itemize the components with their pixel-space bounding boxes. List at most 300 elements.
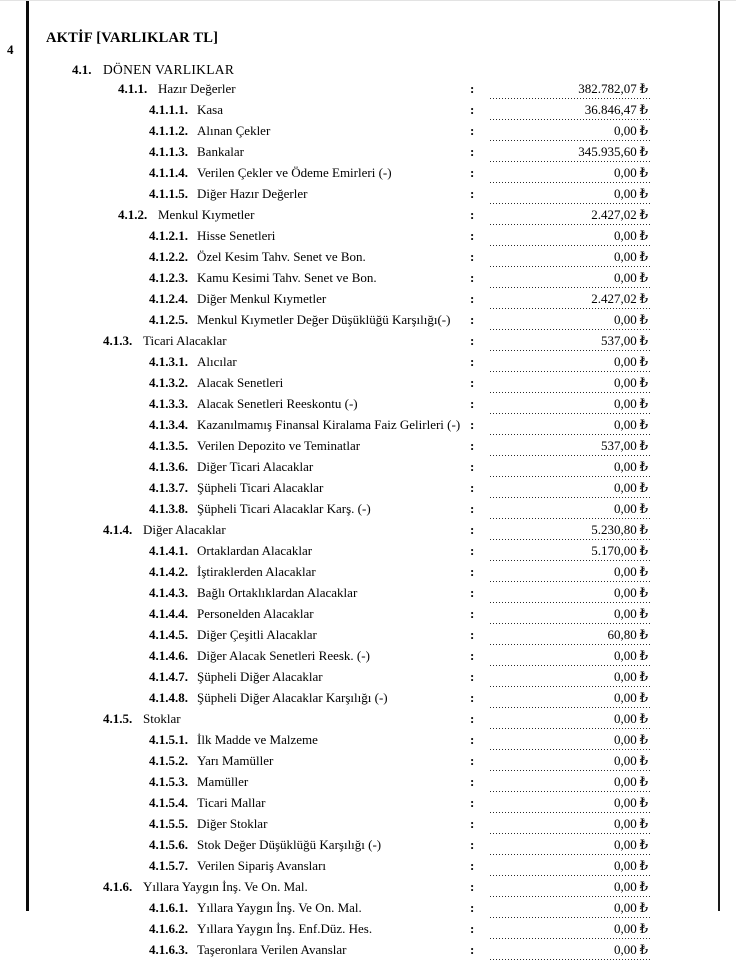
item-value: 0,00 (613, 501, 637, 516)
item-label: Stoklar (143, 711, 181, 726)
item-value: 0,00 (613, 753, 637, 768)
colon-separator: : (470, 417, 475, 432)
item-value: 2.427,02 (591, 207, 637, 222)
item-heading (26, 437, 470, 454)
table-row (26, 101, 726, 120)
item-number: 4.1.3.5. (149, 438, 188, 453)
item-heading (26, 101, 470, 118)
item-value-field (490, 437, 650, 456)
item-number: 4.1.5.6. (149, 837, 188, 852)
item-number: 4.1.1.5. (149, 186, 188, 201)
table-row (26, 941, 726, 960)
lira-currency-symbol: ₺ (639, 585, 648, 600)
item-number: 4.1.5.4. (149, 795, 188, 810)
item-label: İştiraklerden Alacaklar (197, 564, 316, 579)
page-number: 4 (7, 42, 14, 57)
item-heading (26, 626, 470, 643)
item-heading (26, 500, 470, 517)
item-heading (26, 542, 470, 559)
item-value-field (490, 311, 650, 330)
colon-separator: : (470, 732, 475, 747)
item-value: 0,00 (613, 858, 637, 873)
item-value-field (490, 500, 650, 519)
item-value-field (490, 626, 650, 645)
item-number: 4.1.1.2. (149, 123, 188, 138)
item-label: Diğer Ticari Alacaklar (197, 459, 314, 474)
colon-separator: : (470, 501, 475, 516)
item-label: Menkul Kıymetler (158, 207, 255, 222)
colon-separator: : (470, 480, 475, 495)
item-heading (26, 521, 470, 538)
item-label: Kazanılmamış Finansal Kiralama Faiz Gelirleri (-) (197, 417, 461, 432)
item-label: Hisse Senetleri (197, 228, 276, 243)
table-row (26, 353, 726, 372)
item-number: 4.1.5.5. (149, 816, 188, 831)
item-heading (26, 563, 470, 580)
item-label: Yıllara Yaygın İnş. Ve On. Mal. (197, 900, 362, 915)
item-label: Kasa (197, 102, 223, 117)
table-row (26, 647, 726, 666)
lira-currency-symbol: ₺ (639, 816, 648, 831)
table-row (26, 311, 726, 330)
item-heading (26, 899, 470, 916)
item-value-field (490, 752, 650, 771)
item-value: 0,00 (613, 375, 637, 390)
item-number: 4.1.5.7. (149, 858, 188, 873)
item-number: 4.1.6.2. (149, 921, 188, 936)
colon-separator: : (470, 459, 475, 474)
lira-currency-symbol: ₺ (639, 186, 648, 201)
item-label: Verilen Çekler ve Ödeme Emirleri (-) (197, 165, 392, 180)
item-value-field (490, 269, 650, 288)
page-title: AKTİF [VARLIKLAR TL] (46, 30, 219, 46)
item-heading (26, 752, 470, 769)
item-heading (26, 164, 470, 181)
item-label: Alacak Senetleri (197, 375, 284, 390)
item-value: 5.230,80 (591, 522, 637, 537)
item-label: Özel Kesim Tahv. Senet ve Bon. (197, 249, 366, 264)
colon-separator: : (470, 564, 475, 579)
lira-currency-symbol: ₺ (639, 396, 648, 411)
colon-separator: : (470, 123, 475, 138)
lira-currency-symbol: ₺ (639, 564, 648, 579)
item-heading (26, 773, 470, 790)
item-number: 4.1.4.4. (149, 606, 188, 621)
item-value: 0,00 (613, 165, 637, 180)
item-number: 4.1.3.2. (149, 375, 188, 390)
item-number: 4.1.3.7. (149, 480, 188, 495)
item-value-field (490, 563, 650, 582)
lira-currency-symbol: ₺ (639, 207, 648, 222)
item-value: 0,00 (613, 123, 637, 138)
item-value-field (490, 710, 650, 729)
colon-separator: : (470, 102, 475, 117)
colon-separator: : (470, 858, 475, 873)
item-label: Yıllara Yaygın İnş. Ve On. Mal. (143, 879, 308, 894)
item-value-field (490, 920, 650, 939)
colon-separator: : (470, 228, 475, 243)
item-heading (26, 878, 470, 895)
item-heading (26, 794, 470, 811)
line-items-list (26, 61, 726, 962)
lira-currency-symbol: ₺ (639, 795, 648, 810)
item-number: 4.1.2.1. (149, 228, 188, 243)
lira-currency-symbol: ₺ (639, 354, 648, 369)
item-value: 0,00 (613, 396, 637, 411)
item-value: 0,00 (613, 921, 637, 936)
item-heading (26, 458, 470, 475)
item-value-field (490, 794, 650, 813)
table-row (26, 437, 726, 456)
item-number: 4.1.4. (103, 522, 133, 537)
item-number: 4.1.4.6. (149, 648, 188, 663)
colon-separator: : (470, 585, 475, 600)
item-value: 60,80 (607, 627, 637, 642)
item-number: 4.1.6.1. (149, 900, 188, 915)
table-row (26, 500, 726, 519)
colon-separator: : (470, 186, 475, 201)
lira-currency-symbol: ₺ (639, 879, 648, 894)
item-label: Mamüller (197, 774, 249, 789)
table-row (26, 689, 726, 708)
table-row (26, 227, 726, 246)
item-label: Şüpheli Ticari Alacaklar Karş. (-) (197, 501, 371, 516)
lira-currency-symbol: ₺ (639, 144, 648, 159)
colon-separator: : (470, 921, 475, 936)
table-row (26, 584, 726, 603)
item-label: DÖNEN VARLIKLAR (103, 62, 235, 77)
table-row (26, 731, 726, 750)
item-value-field (490, 143, 650, 162)
table-row (26, 479, 726, 498)
colon-separator: : (470, 396, 475, 411)
item-value-field (490, 185, 650, 204)
item-heading (26, 941, 470, 958)
colon-separator: : (470, 438, 475, 453)
item-label: Bankalar (197, 144, 244, 159)
item-label: Şüpheli Ticari Alacaklar (197, 480, 324, 495)
table-row (26, 605, 726, 624)
item-number: 4.1. (72, 62, 92, 77)
item-value-field (490, 731, 650, 750)
item-value: 0,00 (613, 564, 637, 579)
item-value-field (490, 479, 650, 498)
item-value-field (490, 290, 650, 309)
item-value: 0,00 (613, 186, 637, 201)
table-row (26, 626, 726, 645)
item-number: 4.1.1.1. (149, 102, 188, 117)
table-row (26, 458, 726, 477)
item-number: 4.1.5.2. (149, 753, 188, 768)
item-number: 4.1.5. (103, 711, 133, 726)
item-value-field (490, 164, 650, 183)
lira-currency-symbol: ₺ (639, 375, 648, 390)
item-heading (26, 836, 470, 853)
item-label: Taşeronlara Verilen Avanslar (197, 942, 347, 957)
colon-separator: : (470, 165, 475, 180)
item-value: 0,00 (613, 816, 637, 831)
item-value: 0,00 (613, 354, 637, 369)
table-row (26, 563, 726, 582)
lira-currency-symbol: ₺ (639, 123, 648, 138)
item-value-field (490, 416, 650, 435)
table-row (26, 815, 726, 834)
item-heading (26, 80, 470, 97)
lira-currency-symbol: ₺ (639, 648, 648, 663)
item-label: Verilen Sipariş Avansları (197, 858, 327, 873)
item-number: 4.1.2.2. (149, 249, 188, 264)
item-value-field (490, 836, 650, 855)
item-heading (26, 311, 470, 328)
item-value: 0,00 (613, 795, 637, 810)
item-heading (26, 479, 470, 496)
item-label: Yarı Mamüller (197, 753, 274, 768)
table-row (26, 332, 726, 351)
item-label: Personelden Alacaklar (197, 606, 314, 621)
table-row (26, 794, 726, 813)
item-label: Şüpheli Diğer Alacaklar (197, 669, 323, 684)
item-value-field (490, 857, 650, 876)
item-number: 4.1.6. (103, 879, 133, 894)
colon-separator: : (470, 690, 475, 705)
table-row (26, 206, 726, 225)
lira-currency-symbol: ₺ (639, 312, 648, 327)
item-number: 4.1.4.5. (149, 627, 188, 642)
table-row (26, 395, 726, 414)
item-label: Kamu Kesimi Tahv. Senet ve Bon. (197, 270, 377, 285)
item-value-field (490, 353, 650, 372)
colon-separator: : (470, 753, 475, 768)
colon-separator: : (470, 942, 475, 957)
lira-currency-symbol: ₺ (639, 459, 648, 474)
lira-currency-symbol: ₺ (639, 102, 648, 117)
item-number: 4.1.2. (118, 207, 148, 222)
item-number: 4.1.1. (118, 81, 148, 96)
item-value: 0,00 (613, 228, 637, 243)
item-value-field (490, 248, 650, 267)
item-value-field (490, 647, 650, 666)
item-heading (26, 689, 470, 706)
item-number: 4.1.1.3. (149, 144, 188, 159)
colon-separator: : (470, 375, 475, 390)
item-heading (26, 185, 470, 202)
lira-currency-symbol: ₺ (639, 501, 648, 516)
item-value-field (490, 101, 650, 120)
item-number: 4.1.3.1. (149, 354, 188, 369)
lira-currency-symbol: ₺ (639, 480, 648, 495)
lira-currency-symbol: ₺ (639, 900, 648, 915)
item-value-field (490, 668, 650, 687)
table-row (26, 836, 726, 855)
table-row (26, 542, 726, 561)
lira-currency-symbol: ₺ (639, 438, 648, 453)
item-number: 4.1.3. (103, 333, 133, 348)
item-heading (26, 647, 470, 664)
lira-currency-symbol: ₺ (639, 669, 648, 684)
item-heading (26, 605, 470, 622)
item-value: 0,00 (613, 837, 637, 852)
lira-currency-symbol: ₺ (639, 942, 648, 957)
item-number: 4.1.2.3. (149, 270, 188, 285)
colon-separator: : (470, 669, 475, 684)
lira-currency-symbol: ₺ (639, 732, 648, 747)
item-value: 0,00 (613, 774, 637, 789)
item-value: 0,00 (613, 732, 637, 747)
table-row (26, 416, 726, 435)
item-value: 0,00 (613, 459, 637, 474)
lira-currency-symbol: ₺ (639, 81, 648, 96)
item-label: Hazır Değerler (158, 81, 236, 96)
lira-currency-symbol: ₺ (639, 774, 648, 789)
item-label: Alıcılar (197, 354, 237, 369)
table-row (26, 80, 726, 99)
item-heading (26, 332, 470, 349)
table-row (26, 248, 726, 267)
lira-currency-symbol: ₺ (639, 417, 648, 432)
item-heading (26, 815, 470, 832)
table-row (26, 773, 726, 792)
colon-separator: : (470, 648, 475, 663)
item-value-field (490, 458, 650, 477)
lira-currency-symbol: ₺ (639, 837, 648, 852)
item-number: 4.1.4.2. (149, 564, 188, 579)
colon-separator: : (470, 837, 475, 852)
colon-separator: : (470, 795, 475, 810)
item-label: Diğer Alacaklar (143, 522, 226, 537)
table-row (26, 521, 726, 540)
item-value: 2.427,02 (591, 291, 637, 306)
item-heading (26, 374, 470, 391)
lira-currency-symbol: ₺ (639, 522, 648, 537)
colon-separator: : (470, 144, 475, 159)
lira-currency-symbol: ₺ (639, 291, 648, 306)
colon-separator: : (470, 291, 475, 306)
colon-separator: : (470, 207, 475, 222)
item-value: 382.782,07 (578, 81, 637, 96)
item-heading (26, 143, 470, 160)
item-value: 0,00 (613, 585, 637, 600)
item-value: 5.170,00 (591, 543, 637, 558)
item-number: 4.1.4.7. (149, 669, 188, 684)
item-value: 36.846,47 (584, 102, 637, 117)
item-value: 0,00 (613, 879, 637, 894)
item-heading (26, 668, 470, 685)
lira-currency-symbol: ₺ (639, 270, 648, 285)
table-row (26, 122, 726, 141)
colon-separator: : (470, 81, 475, 96)
item-label: Bağlı Ortaklıklardan Alacaklar (197, 585, 358, 600)
colon-separator: : (470, 900, 475, 915)
colon-separator: : (470, 543, 475, 558)
item-number: 4.1.3.6. (149, 459, 188, 474)
table-row (26, 920, 726, 939)
table-row (26, 857, 726, 876)
item-label: Diğer Çeşitli Alacaklar (197, 627, 317, 642)
colon-separator: : (470, 333, 475, 348)
item-value-field (490, 122, 650, 141)
item-number: 4.1.4.3. (149, 585, 188, 600)
item-label: Diğer Hazır Değerler (197, 186, 308, 201)
item-value: 0,00 (613, 480, 637, 495)
item-value: 537,00 (600, 438, 637, 453)
item-value-field (490, 227, 650, 246)
lira-currency-symbol: ₺ (639, 711, 648, 726)
item-value: 0,00 (613, 417, 637, 432)
item-value: 0,00 (613, 648, 637, 663)
table-row (26, 185, 726, 204)
colon-separator: : (470, 774, 475, 789)
table-row (26, 710, 726, 729)
item-label: İlk Madde ve Malzeme (197, 732, 318, 747)
item-value: 0,00 (613, 669, 637, 684)
item-label: Ortaklardan Alacaklar (197, 543, 313, 558)
item-value-field (490, 605, 650, 624)
item-label: Ticari Mallar (197, 795, 266, 810)
item-number: 4.1.3.4. (149, 417, 188, 432)
table-row (26, 668, 726, 687)
item-value-field (490, 80, 650, 99)
item-number: 4.1.3.8. (149, 501, 188, 516)
colon-separator: : (470, 627, 475, 642)
item-heading (26, 731, 470, 748)
item-number: 4.1.4.8. (149, 690, 188, 705)
colon-separator: : (470, 816, 475, 831)
item-number: 4.1.6.3. (149, 942, 188, 957)
item-heading (26, 206, 470, 223)
colon-separator: : (470, 879, 475, 894)
colon-separator: : (470, 270, 475, 285)
table-row (26, 164, 726, 183)
item-value: 0,00 (613, 606, 637, 621)
lira-currency-symbol: ₺ (639, 165, 648, 180)
item-heading (26, 353, 470, 370)
colon-separator: : (470, 606, 475, 621)
lira-currency-symbol: ₺ (639, 543, 648, 558)
table-row (26, 290, 726, 309)
table-row (26, 143, 726, 162)
item-heading (26, 857, 470, 874)
lira-currency-symbol: ₺ (639, 690, 648, 705)
colon-separator: : (470, 711, 475, 726)
item-heading (26, 269, 470, 286)
table-row (26, 752, 726, 771)
colon-separator: : (470, 249, 475, 264)
colon-separator: : (470, 312, 475, 327)
item-value-field (490, 542, 650, 561)
lira-currency-symbol: ₺ (639, 249, 648, 264)
item-value-field (490, 206, 650, 225)
item-value: 0,00 (613, 270, 637, 285)
table-row (26, 269, 726, 288)
item-number: 4.1.5.3. (149, 774, 188, 789)
item-number: 4.1.2.5. (149, 312, 188, 327)
item-number: 4.1.1.4. (149, 165, 188, 180)
item-heading (26, 227, 470, 244)
item-heading (26, 920, 470, 937)
item-label: Diğer Alacak Senetleri Reesk. (-) (197, 648, 370, 663)
table-row (26, 878, 726, 897)
item-heading (26, 584, 470, 601)
item-number: 4.1.5.1. (149, 732, 188, 747)
item-value-field (490, 521, 650, 540)
lira-currency-symbol: ₺ (639, 858, 648, 873)
item-value-field (490, 941, 650, 960)
item-value: 0,00 (613, 900, 637, 915)
table-row (26, 61, 726, 78)
item-label: Ticari Alacaklar (143, 333, 227, 348)
lira-currency-symbol: ₺ (639, 228, 648, 243)
lira-currency-symbol: ₺ (639, 627, 648, 642)
